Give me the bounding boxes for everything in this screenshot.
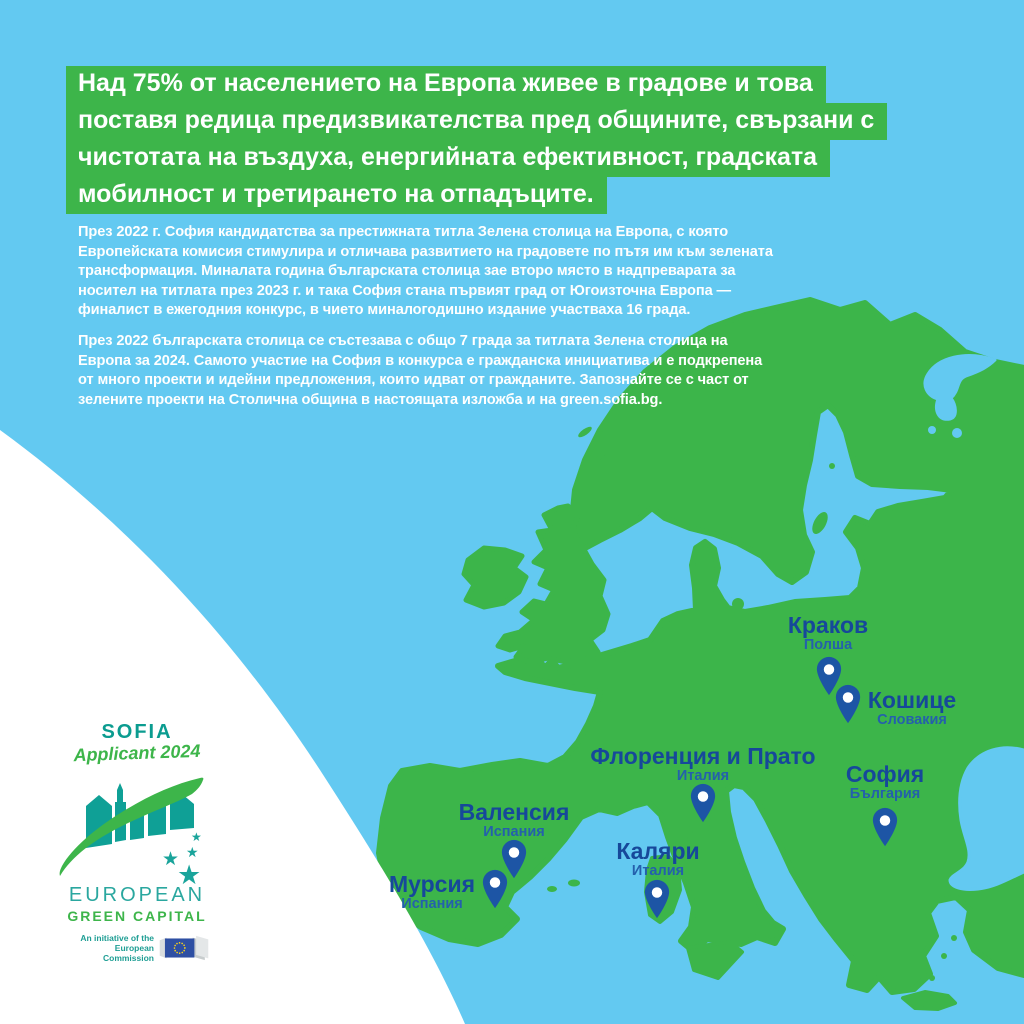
city-name: Кошице — [867, 687, 957, 713]
island-lofoten — [577, 425, 594, 439]
logo-european-label: EUROPEAN — [68, 884, 206, 906]
headline-line: чистотата на въздуха, енергийната ефективност, градската — [66, 140, 830, 177]
paragraph-line: Европейската комисия стимулира и отличава развитието на градовете по пътя им към зелената — [78, 243, 773, 260]
paragraph-line: носител на титлата през 2023 г. и така София стана първият град от Югоизточна Европа — — [78, 282, 732, 299]
city-marker-valencia — [459, 800, 570, 841]
city-country: Словакия — [877, 712, 947, 728]
city-name: Каляри — [616, 838, 700, 864]
city-country: Италия — [631, 863, 685, 879]
city-name: София — [845, 761, 925, 787]
headline-line: поставя редица предизвикателства пред общините, свързани с — [66, 103, 887, 140]
eu-initiative-line2: European Commission — [102, 943, 154, 963]
island-gotland — [809, 510, 831, 537]
paragraph-line: финалист в ежегодния конкурс, в чието миналогодишно издание участваха 16 града. — [78, 302, 691, 319]
island-aegean-1 — [941, 953, 947, 959]
island-aegean-3 — [929, 975, 935, 981]
eu-initiative-text — [80, 933, 154, 963]
eu-flag-icon — [158, 935, 210, 961]
city-marker-florence-prato — [590, 744, 815, 785]
island-aland — [829, 463, 835, 469]
eu-initiative-line1: An initiative of the — [80, 933, 154, 943]
paragraph-line: от много проекти и идейни предложения, които идват от гражданите. Запознайте се с част от — [78, 372, 749, 389]
city-country: България — [849, 786, 921, 802]
star-icon: ★ — [186, 844, 199, 860]
star-icon: ★ — [162, 849, 180, 870]
logo-sofia-label: SOFIA — [101, 721, 173, 743]
island-crete — [903, 992, 955, 1009]
city-name: Краков — [787, 612, 869, 638]
map-pin-icon — [834, 684, 862, 725]
paragraph-line: Европа за 2024. Самото участие на София в конкурса е гражданска инициатива и е подкрепена — [78, 352, 763, 369]
city-marker-murcia — [389, 872, 475, 913]
eu-initiative — [80, 933, 210, 963]
city-name: Флоренция и Прато — [590, 743, 816, 769]
island-balearic-2 — [568, 880, 580, 887]
map-pin-icon — [871, 807, 899, 848]
map-pin-icon — [689, 783, 717, 824]
city-marker-cagliari — [616, 839, 699, 880]
headline — [66, 66, 887, 214]
city-marker-sofia — [846, 762, 924, 803]
city-country: Испания — [483, 824, 545, 840]
paragraph-line: трансформация. Миналата година българската столица зае второ място в надпреварата за — [78, 263, 736, 280]
island-aegean-2 — [951, 935, 957, 941]
island-zealand — [732, 598, 744, 610]
paragraph-line: През 2022 г. София кандидатства за престижната титла Зелена столица на Европа, с която — [78, 224, 729, 240]
star-icon: ★ — [177, 860, 202, 890]
island-ireland — [464, 548, 526, 607]
city-name: Валенсия — [458, 799, 570, 825]
star-icon: ★ — [191, 830, 202, 844]
paragraph-line: През 2022 българската столица се състезава с общо 7 града за титлата Зелена столица на — [78, 333, 728, 349]
island-sicily — [688, 942, 742, 978]
island-balearic-1 — [547, 886, 557, 892]
paragraph-line: зелените проекти на Столична община в настоящата изложба и на green.sofia.bg. — [78, 391, 663, 408]
headline-line: Над 75% от населението на Европа живее в градове и това — [66, 66, 826, 103]
city-marker-kosice — [868, 688, 956, 729]
lake-ladoga — [928, 426, 936, 434]
map-pin-icon — [481, 869, 509, 910]
city-country: Полша — [803, 637, 853, 653]
city-country: Испания — [401, 896, 463, 912]
lake-onega — [952, 428, 962, 438]
intro-paragraph-2 — [78, 332, 762, 410]
headline-line: мобилност и третирането на отпадъците. — [66, 177, 607, 214]
city-name: Мурсия — [388, 871, 476, 897]
logo-green-capital-label: GREEN CAPITAL — [67, 908, 207, 924]
city-country: Италия — [676, 768, 730, 784]
map-pin-icon — [643, 879, 671, 920]
city-marker-krakow — [788, 613, 868, 654]
intro-paragraph-1 — [78, 223, 773, 321]
logo-applicant-label: Applicant 2024 — [73, 740, 201, 766]
